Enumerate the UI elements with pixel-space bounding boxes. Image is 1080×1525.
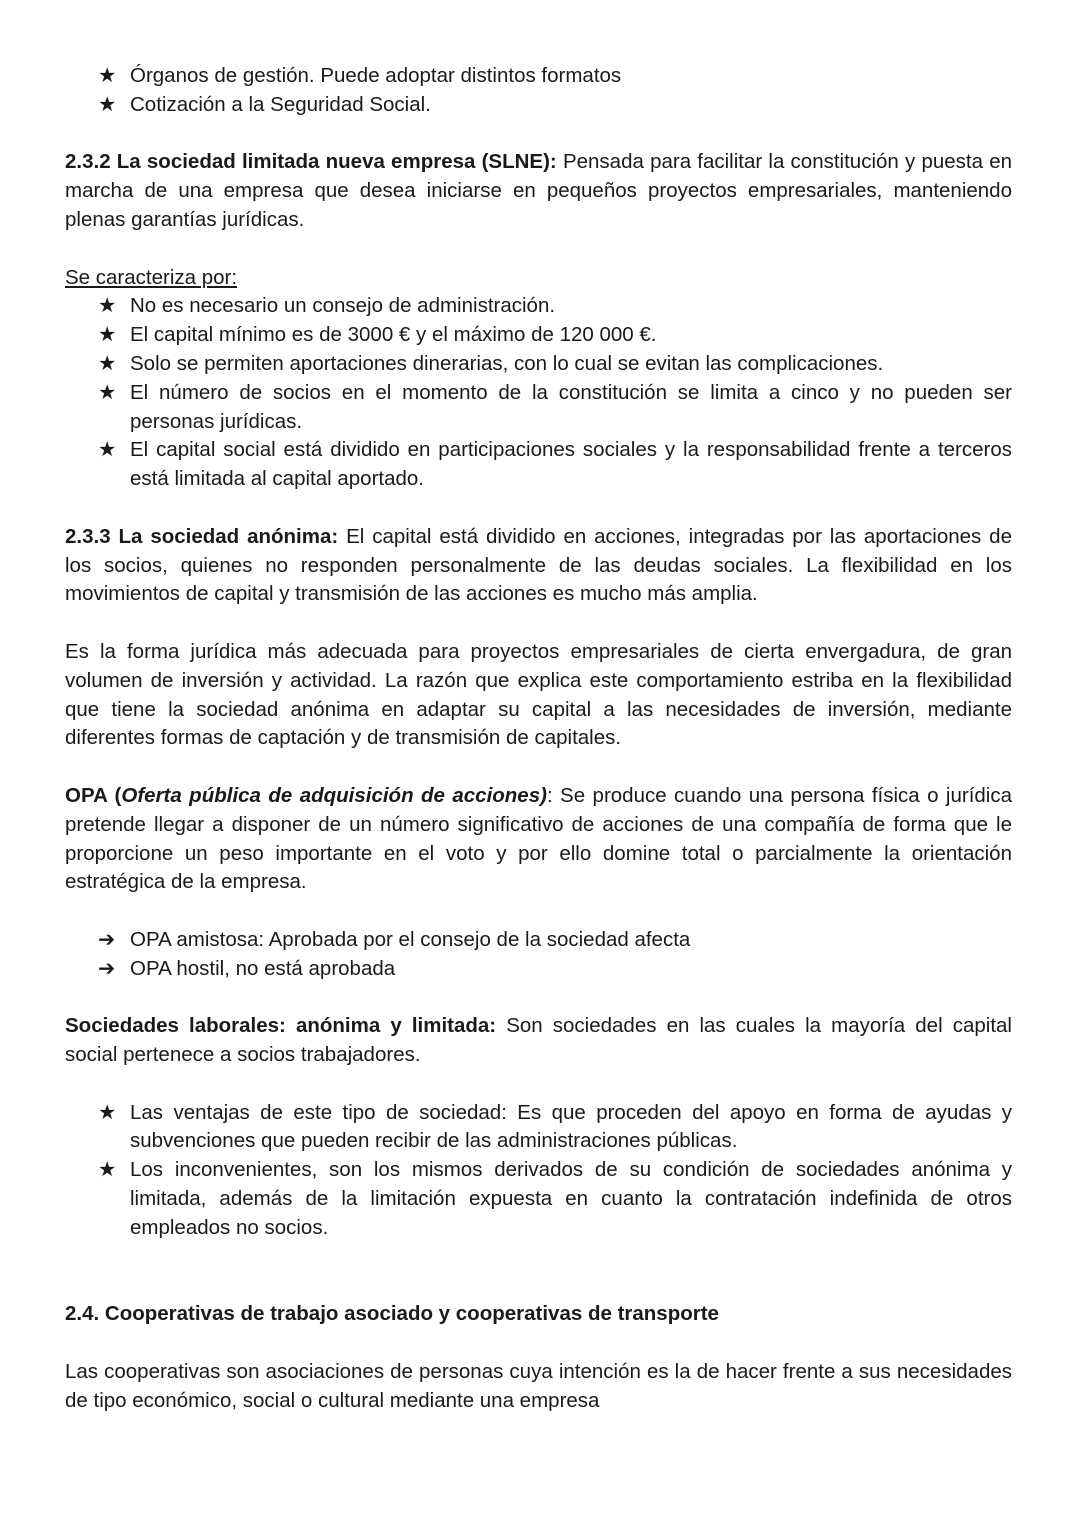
list-item-text: Órganos de gestión. Puede adoptar distintos formatos — [130, 64, 622, 87]
laborales-list — [65, 1099, 1012, 1243]
star-bullet-icon: ★ — [98, 294, 117, 318]
opa-term-italic: Oferta pública de adquisición de acciones) — [121, 783, 547, 807]
star-bullet-icon: ★ — [98, 1100, 117, 1124]
laborales-paragraph — [65, 1012, 1012, 1070]
list-item — [65, 1156, 1012, 1242]
slne-features-label-line — [65, 264, 1012, 293]
list-item-text: Cotización a la Seguridad Social. — [130, 92, 431, 116]
list-item — [65, 91, 1012, 120]
section-heading: 2.4. Cooperativas de trabajo asociado y cooperativas de transporte — [65, 1302, 719, 1326]
list-item-text: Solo se permiten aportaciones dinerarias, con lo cual se evitan las complicaciones. — [130, 351, 884, 375]
list-item-text: OPA hostil, no está aprobada — [130, 956, 396, 980]
list-item-text: Las ventajas de este tipo de sociedad: Es que proceden del apoyo en forma de ayudas y subvenciones que pueden recibir de las administraciones públicas. — [130, 1100, 1012, 1153]
laborales-text: Son sociedades en las cuales la mayoría del capital social pertenece a socios trabajadores. — [65, 1014, 1012, 1067]
star-bullet-icon: ★ — [98, 64, 117, 87]
opa-term: OPA ( — [65, 783, 122, 807]
list-item — [65, 926, 1012, 955]
slne-features-label: Se caracteriza por: — [65, 265, 238, 289]
sa-paragraph-2: Es la forma jurídica más adecuada para proyectos empresariales de cierta envergadura, de gran volumen de inversión y actividad. La razón que explica este comportamiento estriba en la flexibilidad que tiene la sociedad anónima en adaptar su capital a las necesidades de inversión, mediante diferentes formas de captación y de transmisión de capitales. — [65, 639, 1012, 750]
list-item — [65, 436, 1012, 494]
star-bullet-icon: ★ — [98, 1158, 117, 1182]
opa-list — [65, 926, 1012, 984]
list-item — [65, 350, 1012, 379]
slne-features-list — [65, 292, 1012, 494]
list-item — [65, 62, 1012, 91]
document-page — [65, 62, 1012, 1415]
list-item-text: El número de socios en el momento de la constitución se limita a cinco y no pueden ser personas jurídicas. — [130, 380, 1012, 433]
list-item-text: OPA amistosa: Aprobada por el consejo de la sociedad afecta — [130, 927, 691, 951]
arrow-bullet-icon: ➔ — [98, 956, 116, 980]
opa-text: : Se produce cuando una persona física o jurídica pretende llegar a disponer de un número significativo de acciones de una compañía de forma que le proporcione un peso importante en el voto y por ello domine total o parcialmente la orientación estratégica de la empresa. — [65, 783, 1012, 894]
list-item — [65, 955, 1012, 984]
list-item-text: El capital social está dividido en participaciones sociales y la responsabilidad frente a terceros está limitada al capital aportado. — [130, 438, 1012, 491]
slne-text: Pensada para facilitar la constitución y puesta en marcha de una empresa que desea iniciarse en pequeños proyectos empresariales, manteniendo plenas garantías jurídicas. — [65, 150, 1012, 231]
star-bullet-icon: ★ — [98, 351, 117, 375]
slne-heading: 2.3.2 La sociedad limitada nueva empresa (SLNE): — [65, 150, 557, 174]
star-bullet-icon: ★ — [98, 92, 117, 116]
list-item — [65, 379, 1012, 437]
star-bullet-icon: ★ — [98, 323, 117, 347]
star-bullet-icon: ★ — [98, 438, 117, 462]
laborales-heading: Sociedades laborales: anónima y limitada: — [65, 1014, 497, 1038]
sa-text: El capital está dividido en acciones, integradas por las aportaciones de los socios, quienes no responden personalmente de las deudas sociales. La flexibilidad en los movimientos de capital y transmisión de las acciones es mucho más amplia. — [65, 524, 1012, 606]
list-item-text: El capital mínimo es de 3000 € y el máximo de 120 000 €. — [130, 323, 657, 347]
intro-list — [65, 62, 1012, 120]
list-item — [65, 1099, 1012, 1157]
cooperativas-paragraph: Las cooperativas son asociaciones de personas cuya intención es la de hacer frente a sus necesidades de tipo económico, social o cultural mediante una empresa — [65, 1359, 1012, 1412]
list-item — [65, 321, 1012, 350]
arrow-bullet-icon: ➔ — [98, 927, 116, 951]
list-item — [65, 292, 1012, 321]
sa-heading: 2.3.3 La sociedad anónima: — [65, 524, 339, 548]
sa-paragraph — [65, 523, 1012, 609]
slne-paragraph — [65, 148, 1012, 234]
list-item-text: Los inconvenientes, son los mismos derivados de su condición de sociedades anónima y limitada, además de la limitación expuesta en cuanto la contratación indefinida de otros empleados no socios. — [130, 1158, 1012, 1239]
list-item-text: No es necesario un consejo de administración. — [130, 294, 556, 318]
star-bullet-icon: ★ — [98, 380, 117, 404]
opa-paragraph — [65, 782, 1012, 897]
